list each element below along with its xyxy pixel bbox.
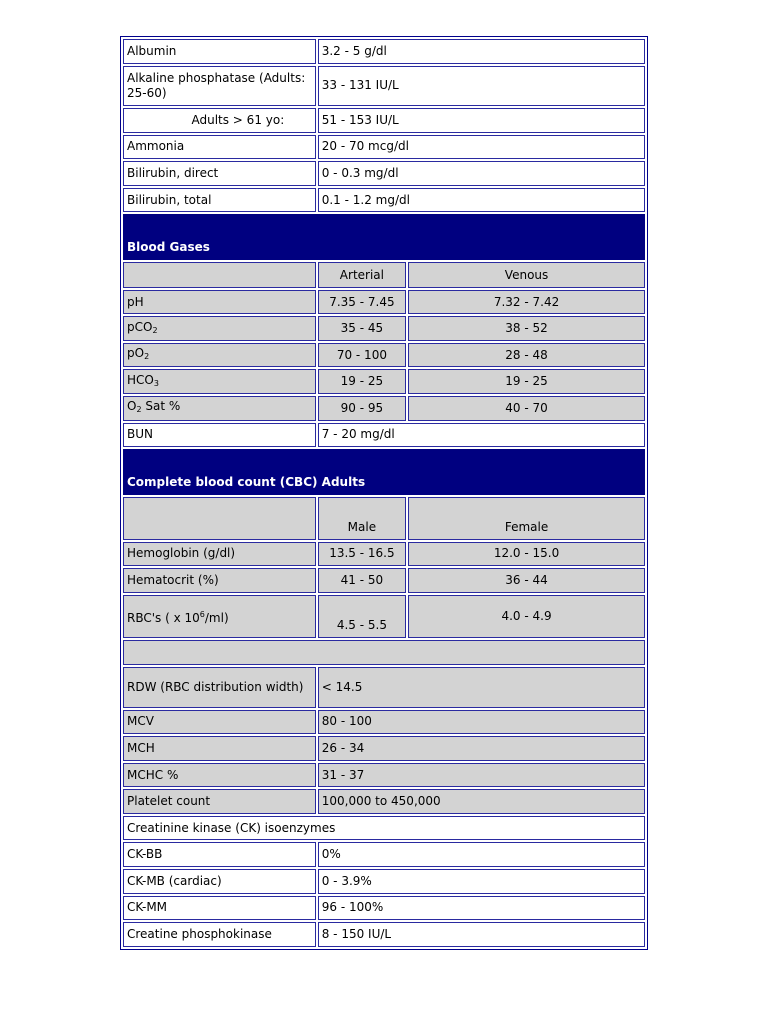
venous-range: 40 - 70 xyxy=(408,396,645,421)
reference-range: 0 - 0.3 mg/dl xyxy=(318,161,645,186)
test-name xyxy=(123,369,316,394)
venous-range: 7.32 - 7.42 xyxy=(408,290,645,315)
reference-range: < 14.5 xyxy=(318,667,645,708)
test-name-prefix: O xyxy=(127,399,137,414)
test-name-prefix: pO xyxy=(127,346,145,361)
venous-range: 38 - 52 xyxy=(408,316,645,341)
table-row xyxy=(123,108,645,133)
arterial-range: 70 - 100 xyxy=(318,343,406,368)
test-name: RDW (RBC distribution width) xyxy=(123,667,316,708)
table-row xyxy=(123,369,645,394)
empty-row-cell xyxy=(123,640,645,666)
section-header-row xyxy=(123,214,645,260)
reference-range: 7 - 20 mg/dl xyxy=(318,423,645,448)
test-name: Creatine phosphokinase xyxy=(123,922,316,947)
column-header-row xyxy=(123,497,645,540)
table-row xyxy=(123,316,645,341)
venous-range: 19 - 25 xyxy=(408,369,645,394)
male-range: 13.5 - 16.5 xyxy=(318,542,406,567)
table-row xyxy=(123,595,645,638)
test-name xyxy=(123,316,316,341)
test-name-prefix: RBC's ( x 10 xyxy=(127,610,200,625)
table-row xyxy=(123,542,645,567)
male-range: 4.5 - 5.5 xyxy=(318,595,406,638)
subscript: 2 xyxy=(144,352,150,362)
table-row xyxy=(123,869,645,894)
table-row xyxy=(123,710,645,735)
table-row xyxy=(123,290,645,315)
test-name: Bilirubin, direct xyxy=(123,161,316,186)
table-row xyxy=(123,66,645,107)
empty-header-cell xyxy=(123,262,316,288)
reference-range: 26 - 34 xyxy=(318,736,645,761)
test-name-prefix: HCO xyxy=(127,372,154,387)
column-header-female: Female xyxy=(408,497,645,540)
venous-range: 28 - 48 xyxy=(408,343,645,368)
table-row xyxy=(123,896,645,921)
test-name: Bilirubin, total xyxy=(123,188,316,213)
table-row xyxy=(123,789,645,814)
section-title-blood-gases: Blood Gases xyxy=(123,214,645,260)
test-name xyxy=(123,343,316,368)
arterial-range: 90 - 95 xyxy=(318,396,406,421)
table-row xyxy=(123,667,645,708)
test-name-prefix: pCO xyxy=(127,319,153,334)
reference-range: 33 - 131 IU/L xyxy=(318,66,645,107)
female-range: 4.0 - 4.9 xyxy=(408,595,645,638)
test-name: Hematocrit (%) xyxy=(123,568,316,593)
section-title-cbc: Complete blood count (CBC) Adults xyxy=(123,449,645,495)
table-row xyxy=(123,161,645,186)
reference-range: 3.2 - 5 g/dl xyxy=(318,39,645,64)
female-range: 36 - 44 xyxy=(408,568,645,593)
table-row xyxy=(123,39,645,64)
spacer-row xyxy=(123,640,645,666)
arterial-range: 7.35 - 7.45 xyxy=(318,290,406,315)
test-name: BUN xyxy=(123,423,316,448)
male-range: 41 - 50 xyxy=(318,568,406,593)
test-name xyxy=(123,595,316,638)
table-row xyxy=(123,396,645,421)
column-header-row xyxy=(123,262,645,288)
test-name: Ammonia xyxy=(123,135,316,160)
column-header-venous: Venous xyxy=(408,262,645,288)
table-row xyxy=(123,842,645,867)
reference-range: 20 - 70 mcg/dl xyxy=(318,135,645,160)
reference-range: 0% xyxy=(318,842,645,867)
female-range: 12.0 - 15.0 xyxy=(408,542,645,567)
lab-values-table xyxy=(120,36,648,950)
test-name: CK-BB xyxy=(123,842,316,867)
test-name: MCV xyxy=(123,710,316,735)
table-row xyxy=(123,188,645,213)
table-row xyxy=(123,922,645,947)
section-header-row xyxy=(123,449,645,495)
test-name: Adults > 61 yo: xyxy=(123,108,316,133)
test-name: CK-MM xyxy=(123,896,316,921)
subscript: 3 xyxy=(153,378,159,388)
empty-header-cell xyxy=(123,497,316,540)
subscript: 2 xyxy=(152,325,158,335)
reference-range: 96 - 100% xyxy=(318,896,645,921)
arterial-range: 19 - 25 xyxy=(318,369,406,394)
table-row xyxy=(123,343,645,368)
reference-range: 0.1 - 1.2 mg/dl xyxy=(318,188,645,213)
reference-range: 0 - 3.9% xyxy=(318,869,645,894)
column-header-arterial: Arterial xyxy=(318,262,406,288)
test-name: MCH xyxy=(123,736,316,761)
test-name-suffix: Sat % xyxy=(141,399,181,414)
reference-range: 51 - 153 IU/L xyxy=(318,108,645,133)
arterial-range: 35 - 45 xyxy=(318,316,406,341)
test-name: Hemoglobin (g/dl) xyxy=(123,542,316,567)
subscript: 2 xyxy=(136,405,142,415)
test-name: Platelet count xyxy=(123,789,316,814)
test-name: Alkaline phosphatase (Adults: 25-60) xyxy=(123,66,316,107)
test-name xyxy=(123,396,316,421)
reference-range: 80 - 100 xyxy=(318,710,645,735)
section-title-row xyxy=(123,816,645,841)
test-name: CK-MB (cardiac) xyxy=(123,869,316,894)
table-row xyxy=(123,736,645,761)
reference-range: 31 - 37 xyxy=(318,763,645,788)
reference-range: 8 - 150 IU/L xyxy=(318,922,645,947)
reference-range: 100,000 to 450,000 xyxy=(318,789,645,814)
test-name: Albumin xyxy=(123,39,316,64)
table-row xyxy=(123,423,645,448)
superscript: 6 xyxy=(199,609,205,619)
table-row xyxy=(123,568,645,593)
table-row xyxy=(123,763,645,788)
test-name: MCHC % xyxy=(123,763,316,788)
test-name-suffix: /ml) xyxy=(204,610,229,625)
table-row xyxy=(123,135,645,160)
test-name: pH xyxy=(123,290,316,315)
column-header-male: Male xyxy=(318,497,406,540)
section-title-ck: Creatinine kinase (CK) isoenzymes xyxy=(123,816,645,841)
